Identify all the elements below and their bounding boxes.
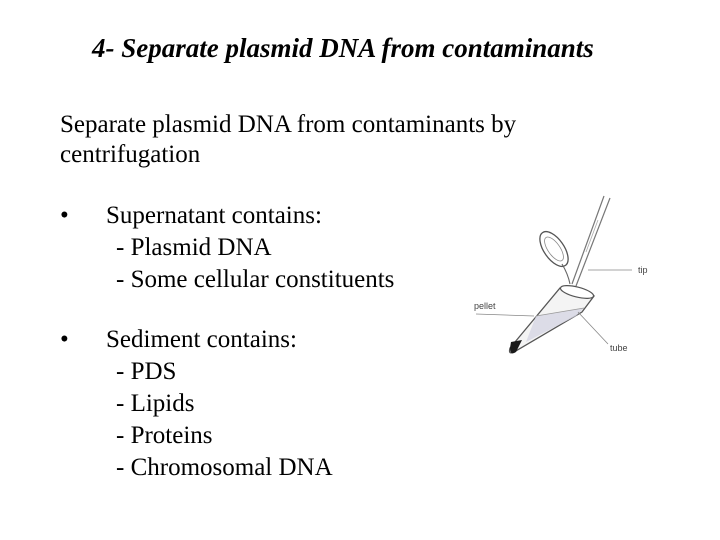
sub-item: - Lipids bbox=[116, 390, 195, 417]
bullet-heading: Sediment contains: bbox=[106, 326, 297, 353]
pipette-tip-icon bbox=[572, 196, 610, 286]
bullet-sediment bbox=[60, 324, 333, 484]
tube-label: tube bbox=[610, 343, 628, 353]
centrifuge-tube-figure bbox=[466, 192, 670, 376]
bullet-heading: Supernatant contains: bbox=[106, 202, 322, 229]
tube-cap-icon bbox=[534, 227, 573, 284]
slide-title: 4- Separate plasmid DNA from contaminants bbox=[92, 33, 594, 63]
sub-item: - Some cellular constituents bbox=[116, 266, 395, 293]
sub-item: - Chromosomal DNA bbox=[116, 454, 333, 481]
tube-illustration bbox=[466, 192, 670, 376]
microcentrifuge-tube-icon bbox=[510, 283, 595, 353]
pellet-label: pellet bbox=[474, 301, 496, 311]
sub-item: - Proteins bbox=[116, 422, 213, 449]
sub-item: - PDS bbox=[116, 358, 177, 385]
bullet-marker: • bbox=[60, 326, 69, 353]
intro-text: Separate plasmid DNA from contaminants by centrifugation bbox=[60, 111, 517, 168]
sub-item: - Plasmid DNA bbox=[116, 234, 272, 261]
bullet-marker: • bbox=[60, 202, 69, 229]
tip-label: tip bbox=[638, 265, 648, 275]
bullet-supernatant bbox=[60, 200, 394, 296]
